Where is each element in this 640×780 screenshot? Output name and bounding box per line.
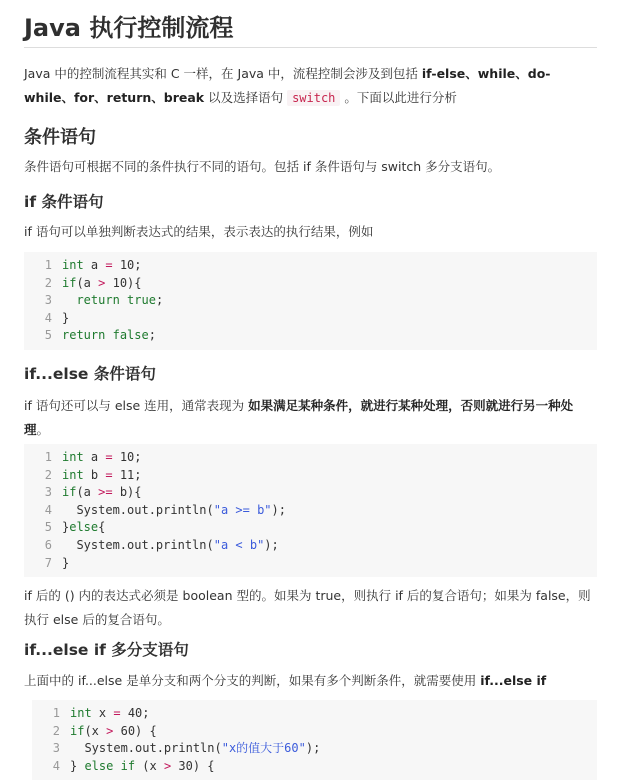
- code-text: return false;: [62, 328, 156, 343]
- ifelse-desc-bold: 如果满足某种条件，就进行某种处理，否则就进行另一种处理: [24, 398, 574, 437]
- code-line: [24, 555, 597, 573]
- code-line: [24, 502, 597, 520]
- code-text: } else if (x > 30) {: [70, 758, 215, 773]
- intro-text-end: 。下面以此进行分析: [340, 90, 457, 105]
- intro-keywords: if-else、while、do-while、for、return、break: [24, 66, 551, 105]
- code-line: [32, 740, 597, 758]
- code-text: System.out.println("x的值大于60");: [70, 741, 321, 756]
- line-number: 4: [44, 502, 52, 517]
- ifelse-note: if 后的 () 内的表达式必须是 boolean 型的。如果为 true，则执行 if 后的复合语句；如果为 false，则执行 else 后的复合语句。: [24, 588, 591, 627]
- line-number: 1: [44, 450, 52, 464]
- code-line: [24, 292, 597, 310]
- ifelse-desc: [24, 394, 597, 442]
- conditional-desc: 条件语句可根据不同的条件执行不同的语句。包括 if 条件语句与 switch 多分支语句。: [24, 159, 501, 174]
- code-text: }: [62, 555, 70, 570]
- code-line: [24, 519, 597, 537]
- page-title: Java 执行控制流程: [24, 14, 234, 42]
- code-text: return true;: [76, 293, 164, 308]
- elseif-desc-text: 上面中的 if...else 是单分支和两个分支的判断，如果有多个判断条件，就需要使用: [24, 673, 481, 688]
- line-number: 4: [44, 310, 52, 325]
- code-line: [24, 484, 597, 502]
- line-number: 2: [44, 467, 52, 482]
- code-line: [32, 705, 597, 723]
- code-line: [24, 467, 597, 485]
- section-heading-ifelse: if...else 条件语句: [24, 365, 156, 383]
- intro-text-mid: 以及选择语句: [204, 90, 288, 105]
- code-line: [24, 537, 597, 555]
- line-number: 3: [52, 741, 60, 756]
- code-text: int a = 10;: [62, 258, 142, 272]
- code-text: if(a > 10){: [62, 275, 142, 290]
- code-text: }: [62, 310, 70, 325]
- line-number: 2: [44, 275, 52, 290]
- line-number: 5: [44, 520, 52, 535]
- line-number: 2: [52, 723, 60, 738]
- elseif-desc: [24, 669, 597, 693]
- code-text: System.out.println("a >= b");: [62, 502, 286, 517]
- ifelse-desc-end: 。: [36, 422, 50, 437]
- code-line: [24, 310, 597, 328]
- code-block-ifelse: [24, 444, 597, 577]
- code-block-if: [24, 252, 597, 350]
- code-text: int b = 11;: [62, 467, 142, 482]
- code-text: int a = 10;: [62, 450, 142, 464]
- code-line: [32, 723, 597, 741]
- section-heading-conditional: 条件语句: [24, 127, 96, 148]
- title-divider: [24, 47, 597, 48]
- code-block-elseif: [32, 700, 597, 780]
- line-number: 7: [44, 555, 52, 570]
- intro-text: Java 中的控制流程其实和 C 一样，在 Java 中，流程控制会涉及到包括: [24, 66, 422, 81]
- code-text: if(x > 60) {: [70, 723, 157, 738]
- intro-paragraph: [24, 62, 597, 110]
- line-number: 3: [44, 485, 52, 500]
- code-text: }else{: [62, 520, 106, 535]
- line-number: 4: [52, 758, 60, 773]
- inline-code-switch: switch: [287, 90, 340, 106]
- section-heading-elseif: if...else if 多分支语句: [24, 641, 189, 659]
- code-text: if(a >= b){: [62, 485, 142, 500]
- line-number: 5: [44, 328, 52, 343]
- line-number: 1: [44, 258, 52, 272]
- code-text: System.out.println("a < b");: [62, 537, 279, 552]
- code-line: [24, 327, 597, 345]
- code-line: [24, 275, 597, 293]
- line-number: 3: [44, 293, 52, 308]
- code-text: int x = 40;: [70, 706, 150, 720]
- code-line: [24, 449, 597, 467]
- ifelse-desc-text: if 语句还可以与 else 连用，通常表现为: [24, 398, 249, 413]
- if-desc: if 语句可以单独判断表达式的结果，表示表达的执行结果，例如: [24, 224, 374, 239]
- elseif-desc-bold: if...else if: [480, 673, 547, 688]
- line-number: 6: [44, 537, 52, 552]
- code-line: [24, 257, 597, 275]
- line-number: 1: [52, 706, 60, 720]
- section-heading-if: if 条件语句: [24, 193, 104, 211]
